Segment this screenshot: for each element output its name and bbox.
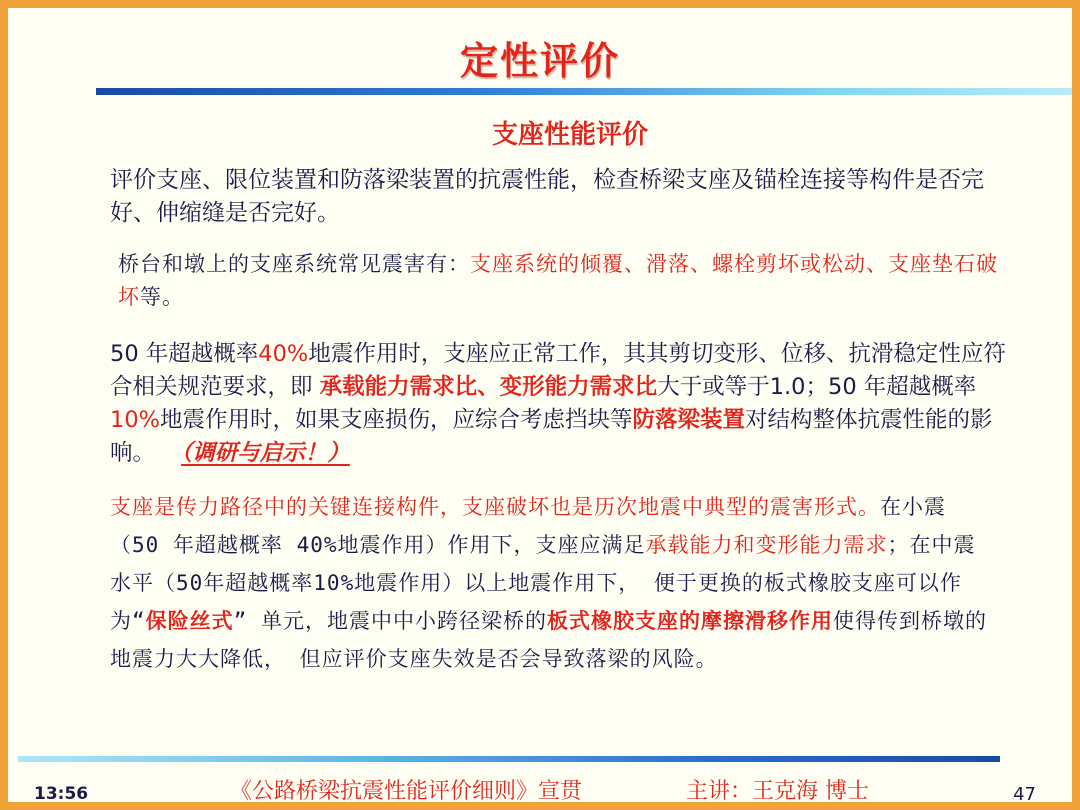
bearing-demand-highlight: 承载能力和变形能力需求 [645,533,888,557]
bearing-text-3: ” 单元，地震中中小跨径梁桥的 [233,609,547,633]
req-text-1: 50 年超越概率 [110,341,259,367]
req-text-6: 对结构整体抗震性能的影响。 [110,407,993,466]
req-text-2: 地震作用时，支座应正常工作，其其剪切变形、位移、抗滑稳定性应符合相关规范要求，即 [110,341,1006,400]
intro-paragraph: 评价支座、限位装置和防落梁装置的抗震性能，检查桥梁支座及锚栓连接等构件是否完好、伸缩缝是否完好。 [110,167,984,226]
req-capacity-demand-highlight: 承载能力需求比、变形能力需求比 [319,374,658,400]
slide-title: 定性评价 [459,39,620,83]
title-divider [96,88,1072,95]
research-insight-link[interactable]: （调研与启示！） [181,440,350,466]
req-separator: ； [805,374,829,400]
footer-time: 13:56 [34,784,89,804]
section-subtitle: 支座性能评价 [491,120,648,150]
bearing-text-4: 使得传到桥墩的地震力大大降低， 但应评价支座失效是否会导致落梁的风险。 [110,609,987,671]
damage-end-text: 等。 [140,285,184,309]
footer [8,772,1072,806]
req-text-4: 50 年超越概率 [828,374,977,400]
req-text-3: 大于或等于 [657,374,770,400]
friction-sliding-highlight: 板式橡胶支座的摩擦滑移作用 [546,609,833,633]
req-unseating-device-highlight: 防落梁装置 [632,407,746,433]
bearing-role-highlight: 支座是传力路径中的关键连接构件，支座破坏也是历次地震中典型的震害形式。 [110,495,880,519]
bearing-text-2: ；在中震水平（50年超越概率10%地震作用）以上地震作用下， 便于更换的板式橡胶支座可以作为“ [110,533,976,633]
damage-list-highlight: 支座系统的倾覆、滑落、螺栓剪坏或松动、支座垫石破坏 [118,252,998,309]
req-text-5: 地震作用时，如果支座损伤，应综合考虑挡块等 [160,407,633,433]
footer-course-title: 《公路桥梁抗震性能评价细则》宣贯 [230,779,583,804]
req-probability-40: 40% [258,341,309,367]
damage-types-paragraph [118,248,1018,314]
damage-intro-text: 桥台和墩上的支座系统常见震害有： [118,252,470,276]
bearing-text-1: 在小震（50 年超越概率 40%地震作用）作用下，支座应满足 [110,495,946,557]
footer-divider [18,756,1000,762]
footer-lecturer: 主讲：王克海 博士 [686,779,869,804]
fuse-element-highlight: 保险丝式 [145,609,234,633]
requirements-paragraph [110,338,1010,470]
req-ratio-value: 1.0 [769,374,806,400]
page-number: 47 [1013,784,1036,805]
req-probability-10: 10% [110,407,161,433]
bearing-role-paragraph [110,488,990,678]
